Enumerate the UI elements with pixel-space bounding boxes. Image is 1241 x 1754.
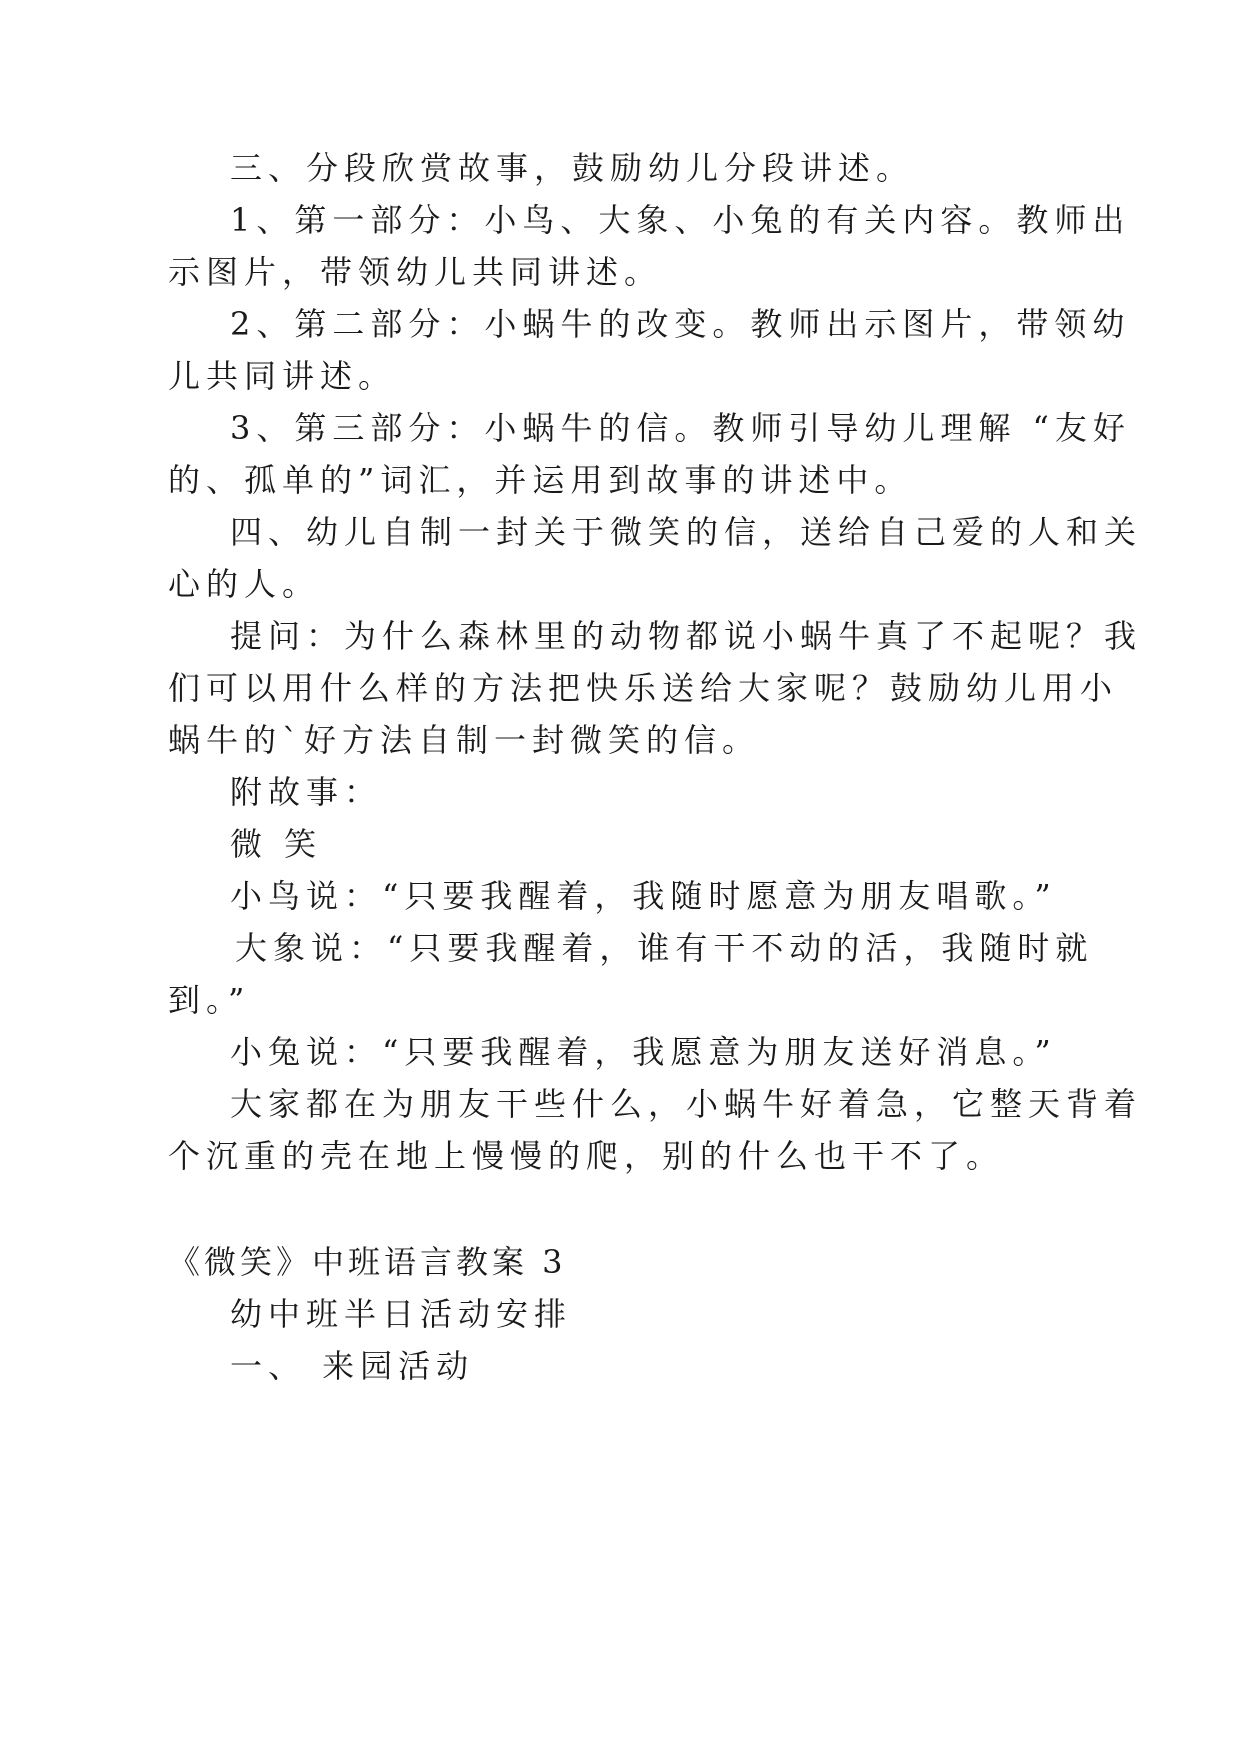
- story-title: 微 笑: [230, 825, 323, 863]
- paragraph-part-one-cont: 示图片，带领幼儿共同讲述。: [168, 253, 663, 291]
- story-elephant-line-cont: 到。”: [168, 981, 251, 1019]
- story-elephant-line: 大象说：“只要我醒着，谁有干不动的活，我随时就: [235, 929, 1094, 967]
- story-rabbit-line: 小兔说：“只要我醒着，我愿意为朋友送好消息。”: [230, 1033, 1057, 1071]
- paragraph-part-three-cont: 的、孤单的”词汇，并运用到故事的讲述中。: [168, 461, 913, 499]
- arrival-activity-heading: 一、 来园活动: [230, 1347, 475, 1385]
- paragraph-part-two-cont: 儿共同讲述。: [168, 357, 397, 395]
- story-snail-paragraph-cont: 个沉重的壳在地上慢慢的爬，别的什么也干不了。: [168, 1137, 1005, 1175]
- question-paragraph-cont-2: 蜗牛的`好方法自制一封微笑的信。: [168, 721, 761, 759]
- section-three-heading: 三、分段欣赏故事，鼓励幼儿分段讲述。: [230, 149, 915, 187]
- lesson-plan-heading: 《微笑》中班语言教案 3: [168, 1243, 567, 1281]
- appendix-label: 附故事：: [230, 773, 383, 811]
- section-four-cont: 心的人。: [168, 565, 321, 603]
- story-snail-paragraph: 大家都在为朋友干些什么，小蜗牛好着急，它整天背着: [230, 1085, 1143, 1123]
- paragraph-part-two: 2、第二部分：小蜗牛的改变。教师出示图片，带领幼: [230, 305, 1131, 343]
- section-four-heading: 四、幼儿自制一封关于微笑的信，送给自己爱的人和关: [230, 513, 1143, 551]
- story-bird-line: 小鸟说：“只要我醒着，我随时愿意为朋友唱歌。”: [230, 877, 1057, 915]
- half-day-activity-title: 幼中班半日活动安排: [230, 1295, 573, 1333]
- paragraph-part-three: 3、第三部分：小蜗牛的信。教师引导幼儿理解 “友好: [230, 409, 1131, 447]
- question-paragraph-cont-1: 们可以用什么样的方法把快乐送给大家呢？鼓励幼儿用小: [168, 669, 1119, 707]
- question-paragraph: 提问：为什么森林里的动物都说小蜗牛真了不起呢？我: [230, 617, 1143, 655]
- paragraph-part-one: 1、第一部分：小鸟、大象、小兔的有关内容。教师出: [230, 201, 1131, 239]
